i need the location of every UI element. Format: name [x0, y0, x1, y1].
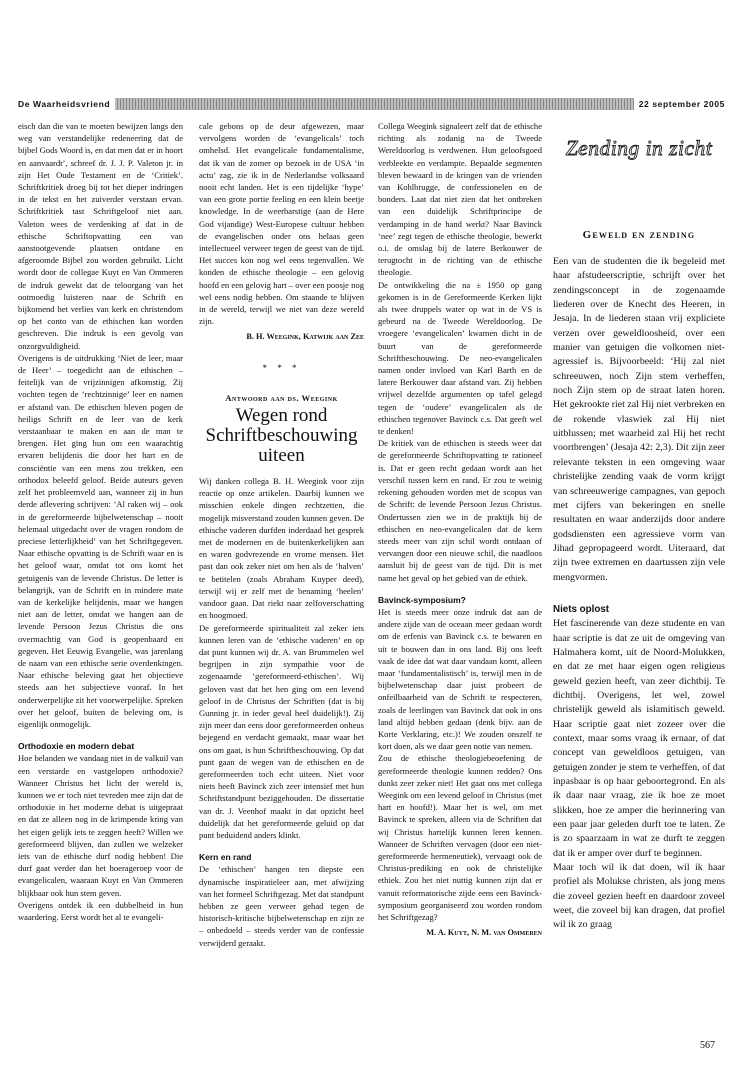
subheading-kern-en-rand: Kern en rand [199, 852, 252, 863]
subheading-bavinck: Bavinck-symposium? [378, 594, 466, 605]
signature-kuyt-van-ommeren: M. A. Kuyt, N. M. van Ommeren [426, 928, 542, 938]
paragraph: Wij danken collega B. H. Weegink voor zijn reactie op onze artikelen. Daarbij kunnen we misschien enkele dingen rechtzetten, die mogelijk misverstand zouden kunnen geven. De ethische vaderen durfden inderdaad het gesprek met de modernen en de buitenkerkelijken aan en waren godvrezende en vrome mensen. Het past dan ook zeker niet om hen als de ‘halven’ te betitelen (zoals Abraham Kuyper deed), terwijl wij er zelf met de benaming ‘heelen’ vandoor gaan. Dat riekt naar zelfoverschatting en hoogmoed. [199, 476, 364, 621]
paragraph: Overigens is de uitdrukking ‘Niet de leer, maar de Heer’ – toegedicht aan de ethischen – feitelijk van de vrijzinnigen afkomstig. Zij vochten tegen de ‘rechtzinnige’ leer en namen er afstand van. De ethischen bleven pogen de heiligs Schrift en de leer van de kerk verstaanbaar te maken en aan de man te brengen. Het ging hun om een waarachtig ervaren belijdenis die door het hart en de consciëntie van een mens zou trekken, een orthodox beleefd geloof. Beide auteurs geven zelf het probleemveld aan, wanneer zij in hun derde aflevering schrijven: ‘Al raken wij – ook in de gereformeerde bijbelwetenschap – nooit helemaal uitgedacht over de vragen rondom de preciese letterlijkheid’ van het Schriftgegeven. Naar ethische opvatting is de Schrift waar en is het geloof waar, omdat tot ons komt het getuigenis van de levende Christus. De letter is belangrijk, van de Schrift en in mindere mate van de kerkelijke belijdenis, maar we hangen niet aan de letter, omdat we hangen aan de levende Persoon Jezus Christus die ons overmachtig van God is geopenbaard en gegeven. Het Eeuwig Evangelie, was jarenlang de naam van een ethische serie overdenkingen. Naar ethische beleving gaat het objectieve steeds aan het subjectieve vooraf. In het onderwerpelijke zit het voorwerpelijke. Spreken over het geloof, buiten de beleving om, is eigenlijk onmogelijk. [18, 352, 183, 729]
issue-date: 22 september 2005 [634, 98, 725, 110]
paragraph: Maar toch wil ik dat doen, wil ik haar profiel als Molukse christen, als jong mens die zoveel gezien heeft en daardoor zoveel weet, die zoveel bij kan dragen, dat profiel wil ik zo graag [553, 862, 725, 931]
column-1 [18, 120, 183, 1055]
signature-weegink: B. H. Weegink, Katwijk aan Zee [246, 332, 364, 342]
column-4 [553, 255, 725, 1045]
paragraph: De ontwikkeling die na ± 1950 op gang gekomen is in de Gereformeerde Kerken lijkt als twee druppels water op wat in de VS is gebeurd na de Tweede Wereldoorlog. De vroegere ‘evangelicalen’ kwamen dicht in de buurt van de gereformeerde Schriftbeschouwing. De neo-evangelicalen namen onder invloed van Karl Barth en de latere Berkouwer daar afstand van. Zij hebben vrijwel dezelfde argumenten op tafel gelegd tegen de ‘oudere’ evangelicalen als de ethischen tegenover Bavinck c.s. Dat geeft wel te denken! [378, 279, 542, 437]
page-number: 567 [700, 1040, 715, 1051]
section-separator: * * * [262, 362, 301, 373]
paragraph: De ‘ethischen’ hangen ten diepste een dynamische inspiratieleer aan, met afwijzing van het formeel Schriftgezag. Met dat standpunt hebben ze geen verweer gehad tegen de historisch-kritische bijbelwetenschap en zijn ze – onbedoeld – steeds verder van de confessie verwijderd geraakt. [199, 864, 364, 948]
column-2 [199, 120, 364, 1055]
article-headline: Wegen rond Schriftbeschouwing uiteen [205, 405, 358, 467]
paragraph: Een van de studenten die ik begeleid met haar afstudeerscriptie, schrijft over het zendingsconcept in de zogenaamde liederen over de Knecht des Heeren, in Jesaja. In de liederen staan vrij expliciete verzen over geweldloosheid, over een manier van getuigen die volkomen niet-agressief is. Bijvoorbeeld: ‘Hij zal niet schreeuwen, noch Zijn stem verheffen, noch Zijn stem op de straat laten horen. Het gekrookte riet zal Hij niet verbreken en de rokende vlaswiek zal Hij niet uitblussen; met waarheid zal Hij het recht voortbrengen’ (Jesaja 42: 2,3). Dit zijn zeer relevante teksten in een omgeving waar christelijke zending vaak de vorm krijgt van schreeuwerige campagnes, van gepoch met cijfers van bekeringen en snelle resultaten en waar anderzijds door andere godsdiensten een agressieve vorm van Jihad gepropageerd wordt. Uiteraard, dat zijn twee extremen en daartussen zijn vele mengvormen. [553, 256, 725, 583]
paragraph: Het fascinerende van deze studente en van haar scriptie is dat ze uit de omgeving van Halmahera komt, uit de Noord-Molukken, en dat ze met haar eigen ogen religieus geweld gezien heeft, van zeer dichtbij. Te dichtbij. Overigens, let wel, zowel christelijk geweld als islamitisch geweld. Haar scriptie gaat niet zozeer over die context, maar soms vraag ik ernaar, of dat concept van geweldloos getuigen, van getuigen zonder je stem te verheffen, of dat inpasbaar is op haar geboortegrond. En als ik daar naar vraag, zie ik hoe ze moet slikken, hoe ze amper die herinnering van een paar jaar geleden durft toe te laten. Ze is zo spaarzaam in wat ze durft te zeggen dat ik er amper over durf te beginnen. [553, 618, 725, 859]
subheading-orthodoxie: Orthodoxie en modern debat [18, 741, 135, 752]
column-subtitle: Geweld en zending [582, 229, 696, 241]
running-header [18, 98, 725, 110]
paragraph: eisch dan die van te moeten bewijzen langs den weg van verstandelijke redeneering dat de bijbel Gods Woord is, en dat men dat er in hoort en aanvaardt’, schreef dr. J. J. P. Valeton jr. in zijn Het Oude Testament en de ‘Critiek’. Schriftkritiek droeg bij tot het dieper indringen in de tekst en het zuiverder verstaan ervan. Schriftkritiek tast Schriftgeloof niet aan. Valeton wees de verdenking af dat in de ethische Schriftopvatting een van aanstootgevende plaatsen ontdane en afgeroomde Bijbel zou worden gebruikt. Licht wordt door de collegae Kuyt en Van Ommeren de indruk gewekt dat de teloorgang van het ootmoedig luisteren naar de Schrift en bijkomend het verlies van kerk en christendom op het conto van de ethischen kan worden geschreven. Die indruk is een gevolg van onzorgvuldigheid. [18, 121, 183, 351]
paragraph: De gereformeerde spiritualiteit zal zeker iets kunnen leren van de ‘ethische vaderen’ en op dat punt kunnen wij dr. A. van Brummelen wel begrijpen in zijn sympathie voor de zogenaamde ‘gereformeerd-ethischen’. Wij geloven vast dat het hen ging om een levend geloof in de Christus der Schriften (dat is bij Gunning jr. in ieder geval heel duidelijk!). Zij zijn meer dan eens door gereformeerden onheus bejegend en verdacht gemaakt, maar waar het ons om gaat, is hun Schriftbeschouwing. Op dat punt gaan de wegen van de ethischen en de gereformeerden toch echt uiteen. Niet voor niets heeft Bavinck zich zeer intensief met hun Schriftstandpunt beziggehouden. De dissertatie van dr. J. Veenhof maakt in dat opzicht heel duidelijk dat het gereformeerde geluid op dat punt beduidend anders klinkt. [199, 622, 364, 840]
subheading-niets-oplost: Niets oplost [553, 603, 610, 615]
paragraph: Het is steeds meer onze indruk dat aan de andere zijde van de oceaan meer gedaan wordt om de erfenis van Bavinck c.s. te bewaren en uit te bouwen dan in ons land. Bij ons leeft vaak de idee dat wat daar vandaan komt, alleen maar ‘fundamentalistisch’ is, terwijl men in de bijbelwetenschap daar juist probeert de onfeilbaarheid van de Schrift te respecteren, zoals de leerlingen van Bavinck dat ook in ons land altijd hebben gedaan (denk bijv. aan de Korte Verklaring, etc.)! We zouden onszelf te kort doen, als we daar geen notie van nemen. [378, 606, 542, 752]
column-title-zending: Zending in zicht [565, 136, 713, 160]
paragraph: De kritiek van de ethischen is steeds weer dat de gereformeerde Schriftopvatting te rationeel is. Dat er geen recht gedaan wordt aan het verschil tussen kern en rand. Er zou te weinig rekening gehouden worden met de scopus van de Schrift: de levende Persoon Jezus Christus. Ondertussen zien we in de praktijk bij de ethischen en neo-evangelicalen dat de kern steeds meer van zijn schil wordt ontdaan of vervangen door een nieuwe schil, die naadloos aansluit bij de geest van de tijd. Dit is met name het geval op het gebied van de ethiek. [378, 438, 542, 583]
paragraph: Collega Weegink signaleert zelf dat de ethische richting als zodanig na de Tweede Wereldoorlog is verdwenen. Hun geloofsgoed verbleekte en verdampte. Bepaalde segmenten bleven bewaard in de kringen van de vrienden van Kohlbrugge, de confessionelen en de bonders. Laat dat niet zien dat het ontbreken van een duidelijk Schriftprincipe de verdamping in de hand werkt? Naar Bavinck ‘nee’ zegt tegen de ethische theologie, bewerkt o.i. de omslag bij de latere Berkouwer de terugtocht in de richting van de ethische theologie. [378, 121, 542, 278]
column-3 [378, 120, 542, 1055]
article-kicker: Antwoord aan ds. Weegink [225, 392, 338, 403]
paragraph: Overigens ontdek ik een dubbelheid in hun waardering. Eerst wordt het al te evangeli- [18, 899, 183, 922]
paragraph: cale gebons op de deur afgewezen, maar vervolgens worden de ‘evangelicals’ toch omhelsd. Het evangelicale fundamentalisme, dat ik van de zomer op bezoek in de USA ‘in actu’ zag, zie ik in de Nederlandse volksaard nooit echt landen. Het is een tijdelijke ‘hype’ van een grote portie feeling en een klein beetje knowledge. In de weerbarstige (aan de Here God vijandige) West-Europese cultuur hebben de evangelischen onder ons helaas geen intellectueel verweer tegen de geest van de tijd. Het succes kon nog wel eens tegenvallen. We konden de ethische theologie – een gelovig hoofd en een gelovig hart – over een poosje nog wel eens nodig hebben. Om staande te blijven in de wereld, terwijl we niet van deze wereld zijn. [199, 121, 364, 327]
paragraph: Hoe belanden we vandaag niet in de valkuil van een verstarde en vastgelopen orthodoxie? Wanneer Christus het licht der wereld is, kunnen we er toch niet tevreden mee zijn dat de orthodoxie in het moderne debat is uitgepraat en dat ze alleen nog in de krimpende kring van het eigen gelijk iets te zeggen heeft? Willen we gereformeerd blijven, dan zullen we welzeker iets van de ethische durf nodig hebben! Die durf gaat verder dan het hoerageroep voor de evangelicalen, waaraan Kuyt en Van Ommeren blijkbaar ook hun stem geven. [18, 753, 183, 898]
publication-name: De Waarheidsvriend [18, 98, 115, 110]
paragraph: Zou de ethische theologiebeoefening de gereformeerde theologie kunnen redden? Ons dunkt zeer zeker niet! Het gaat ons met collega Weegink om een levend geloof in Christus (met hart en hoofd!). Maar het is wel, om met Bavinck te spreken, alleen via de Schriften dat wij Christus hartelijk kunnen leren kennen. Wanneer de Schriften vervagen (door een niet-gereformeerde hermeneutiek), vervaagt ook de Christus-prediking en ook de christelijke ethiek. Zou het niet nuttig kunnen zijn dat er vanuit reformatorische zijde eens een Bavinck-symposium georganiseerd zou worden rondom het Schriftgezag? [378, 753, 542, 922]
